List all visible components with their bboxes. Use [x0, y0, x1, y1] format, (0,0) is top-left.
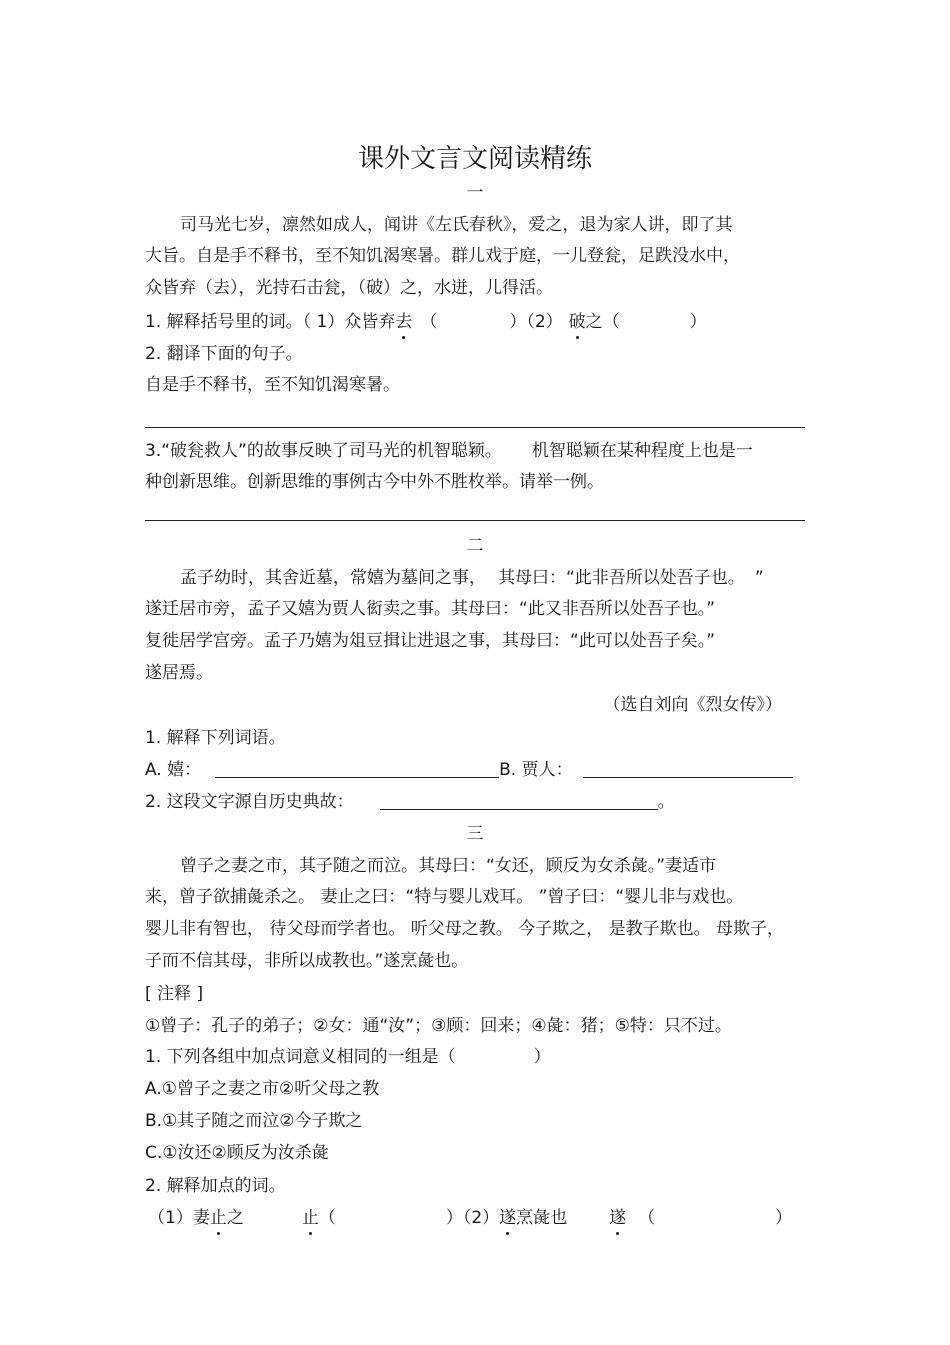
- s2-question-1: 1. 解释下列词语。: [145, 728, 286, 748]
- s3-option-a: A.①曾子之妻之市②听父母之教: [145, 1079, 380, 1099]
- s3-passage-line-3: 婴儿非有智也， 待父母而学者也。 听父母之教。 今子欺之， 是教子欺也。 母欺子，: [145, 919, 785, 939]
- s2-passage-line-2: 遂迁居市旁，孟子又嬉为贾人衒卖之事。其母曰：“此又非吾所以处吾子也。”: [145, 599, 716, 619]
- s2-p1-part-a: 孟子幼时，其舍近墓，常嬉为墓间之事，: [180, 568, 486, 588]
- s3-notes-text: ①曾子：孔子的弟子；②女：通“汝”；③顾：回来；④彘：猪；⑤特：只不过。: [145, 1016, 732, 1036]
- s2-q1-item-a-blank[interactable]: [215, 759, 499, 778]
- s3-passage-line-4: 子而不信其母，非所以成教也。”遂烹彘也。: [145, 951, 469, 971]
- s3-question-2: 2. 解释加点的词。: [145, 1176, 286, 1196]
- page-title: 课外文言文阅读精练: [357, 144, 592, 174]
- s2-q2-label: 2. 这段文字源自历史典故：: [145, 792, 354, 812]
- s1-question-2: 2. 翻译下面的句子。: [145, 344, 303, 364]
- s1-q3-part-b: 机智聪颖在某种程度上也是一: [531, 441, 753, 461]
- s3-option-b: B.①其子随之而泣②今子欺之: [145, 1111, 363, 1131]
- s3-q2-open-paren-2: （: [638, 1208, 656, 1228]
- s2-q1-item-a-label: A. 嬉：: [145, 760, 202, 780]
- s1-q1-middle: ）（2）: [509, 312, 563, 332]
- s3-q2-item-1-prefix: （1）妻: [148, 1208, 210, 1228]
- s2-source-citation: （选自刘向《烈女传》）: [603, 695, 782, 715]
- s1-passage-line-3: 众皆弃（去），光持石击瓮，（破）之，水迸，儿得活。: [145, 278, 553, 298]
- s3-q2-target-word-1: 止: [301, 1208, 319, 1228]
- s3-passage-line-1: 曾子之妻之市，其子随之而泣。其母曰：“女还，顾反为女杀彘。”妻适市: [180, 856, 717, 876]
- section-3-heading: 三: [466, 824, 484, 844]
- s2-q2-period: 。: [657, 792, 675, 812]
- s1-q3-part-a: 3.“破瓮救人”的故事反映了司马光的机智聪颖。: [145, 441, 502, 461]
- s1-q1-dotted-word-1: 去: [395, 312, 413, 332]
- s2-passage-line-4: 遂居焉。: [145, 663, 213, 683]
- s1-q1-after: 之（: [585, 312, 620, 332]
- s3-notes-heading: [ 注释 ]: [145, 984, 204, 1004]
- s1-q1-open-paren: （: [420, 312, 438, 332]
- s3-q2-close-paren-2: ）: [775, 1208, 793, 1228]
- s3-q1-close-paren: ）: [533, 1047, 551, 1067]
- s2-p1-part-b: 其母曰：“此非吾所以处吾子也。: [498, 568, 745, 588]
- s1-q1-close-paren: ）: [689, 312, 707, 332]
- section-2-heading: 二: [466, 536, 484, 556]
- s1-question-3-line-1: [145, 440, 753, 462]
- s3-q2-item-2-suffix: 烹彘也: [516, 1208, 568, 1228]
- s3-q2-open-paren-1: （: [318, 1208, 336, 1228]
- s3-q1-label: 1. 下列各组中加点词意义相同的一组是（: [145, 1047, 456, 1067]
- s1-passage-line-1: 司马光七岁，凛然如成人，闻讲《左氏春秋》，爱之，退为家人讲，即了其: [180, 215, 733, 235]
- s3-q2-item-1-suffix: 之: [226, 1208, 244, 1228]
- s2-question-1-items: [145, 759, 793, 781]
- s2-p1-part-c: ”: [754, 568, 764, 588]
- s1-q1-prefix: 1. 解释括号里的词。（ 1）众皆弃: [145, 312, 396, 332]
- s3-passage-line-2: 来，曾子欲捕彘杀之。 妻止之曰：“特与婴儿戏耳。 ”曾子曰：“婴儿非与戏也。: [145, 887, 744, 907]
- s1-question-2-sentence: 自是手不释书，至不知饥渴寒暑。: [145, 375, 400, 395]
- s2-q1-item-b-label: B. 贾人：: [499, 760, 573, 780]
- s3-option-c: C.①汝还②顾反为汝杀彘: [145, 1143, 329, 1163]
- s1-question-1: [145, 311, 707, 333]
- s3-q2-target-word-2: 遂: [609, 1208, 627, 1228]
- section-1-heading: 一: [466, 183, 484, 203]
- s1-answer-line-2[interactable]: [145, 520, 805, 521]
- s2-passage-line-3: 复徙居学宫旁。孟子乃嬉为俎豆揖让进退之事，其母曰：“此可以处吾子矣。”: [145, 631, 716, 651]
- s3-q2-dotted-word-2: 遂: [499, 1208, 517, 1228]
- s1-passage-line-2: 大旨。自是手不释书，至不知饥渴寒暑。群儿戏于庭，一儿登瓮，足跌没水中，: [145, 246, 740, 266]
- s3-q2-middle: ）（2）: [445, 1208, 500, 1228]
- s1-q1-dotted-word-2: 破: [568, 312, 586, 332]
- s2-question-2: [145, 791, 675, 813]
- s1-answer-line-1[interactable]: [145, 427, 805, 428]
- s2-q2-blank[interactable]: [380, 791, 658, 810]
- s3-question-1: [145, 1046, 551, 1068]
- s3-question-2-items: [148, 1207, 792, 1229]
- s2-passage-line-1: [180, 567, 764, 589]
- s2-q1-item-b-blank[interactable]: [583, 759, 793, 778]
- s1-question-3-line-2: 种创新思维。创新思维的事例古今中外不胜枚举。请举一例。: [145, 472, 604, 492]
- s3-q2-dotted-word-1: 止: [209, 1208, 227, 1228]
